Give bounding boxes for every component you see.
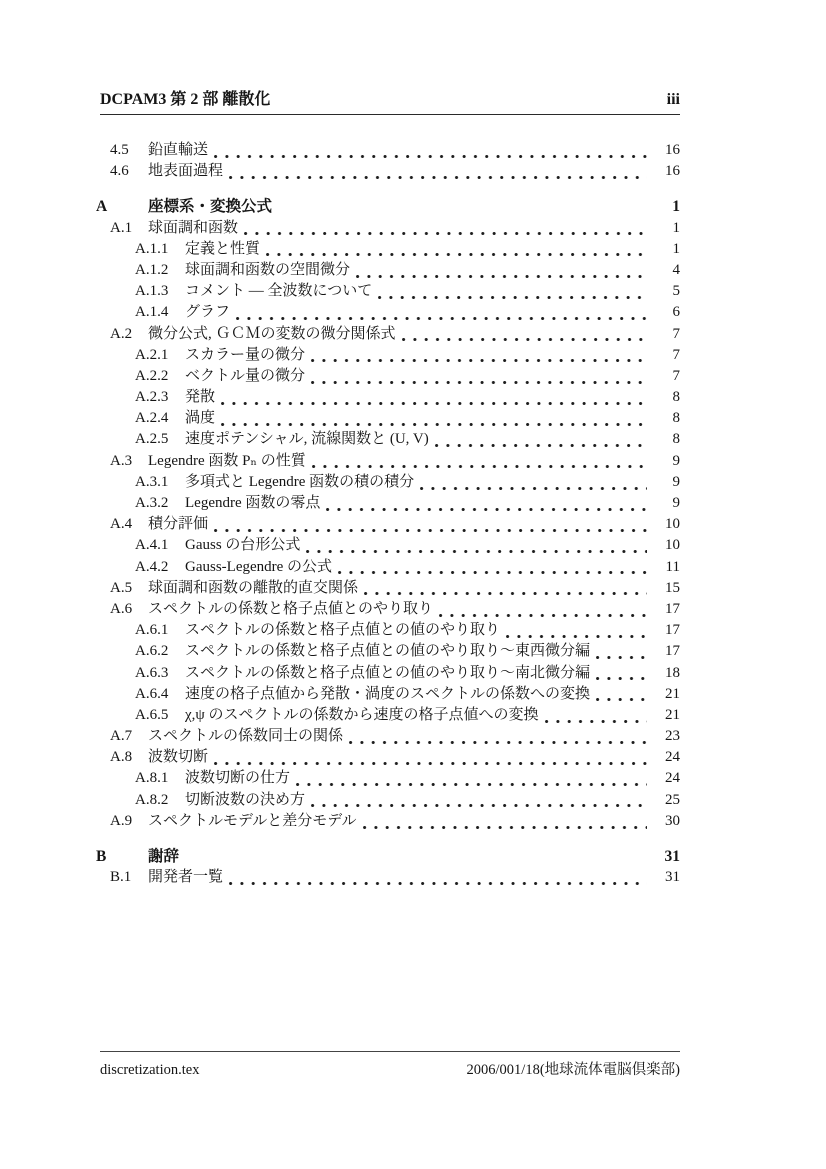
toc-entry bbox=[96, 366, 680, 387]
toc-entry-page: 10 bbox=[665, 537, 680, 554]
toc-entry-title: 多項式と Legendre 函数の積の積分 bbox=[185, 473, 415, 490]
dot-leader bbox=[435, 444, 647, 447]
toc-entry-page: 16 bbox=[665, 142, 680, 158]
toc-entry-title: χ,ψ のスペクトルの係数から速度の格子点値への変換 bbox=[185, 706, 539, 723]
toc-entry-number: A.2.2 bbox=[135, 367, 169, 384]
toc-entry-number: A.6.5 bbox=[135, 706, 169, 723]
toc-entry bbox=[96, 578, 680, 599]
dot-leader bbox=[326, 508, 647, 511]
toc-entry-number: A.4 bbox=[110, 516, 133, 533]
toc-entry-title: 速度の格子点値から発散・渦度のスペクトルの係数への変換 bbox=[185, 685, 591, 702]
dot-leader bbox=[356, 275, 647, 278]
toc-entry-page: 5 bbox=[672, 283, 680, 300]
toc-entry bbox=[96, 493, 680, 514]
dot-leader bbox=[306, 550, 647, 553]
toc-entry-page: 30 bbox=[665, 812, 680, 829]
dot-leader bbox=[236, 317, 647, 320]
toc-entry-title: 発散 bbox=[185, 389, 216, 406]
dot-leader bbox=[349, 741, 647, 744]
toc-entry-number: A.2 bbox=[110, 325, 133, 342]
toc-entry-number: A.3 bbox=[110, 452, 133, 469]
toc-entry-title: コメント — 全波数について bbox=[185, 283, 373, 300]
toc-entry-title: 謝辞 bbox=[148, 848, 180, 865]
toc-entry-number: A.3.1 bbox=[135, 473, 169, 490]
toc-entry-page: 4 bbox=[672, 261, 680, 278]
toc-entry-page: 17 bbox=[665, 622, 680, 639]
toc-entry-title: 球面調和函数 bbox=[148, 219, 239, 236]
toc-entry bbox=[96, 429, 680, 450]
toc-entry-page: 9 bbox=[672, 473, 680, 490]
toc-entry-number: B.1 bbox=[110, 869, 132, 886]
toc-entry-number: A.6.4 bbox=[135, 685, 169, 702]
toc-entry-number: B bbox=[96, 848, 107, 865]
dot-leader bbox=[244, 232, 647, 235]
dot-leader bbox=[311, 381, 647, 384]
toc-entry-title: 切断波数の決め方 bbox=[185, 791, 306, 808]
toc-entry-title: 球面調和函数の離散的直交関係 bbox=[148, 579, 359, 596]
toc-entry-page: 24 bbox=[665, 749, 680, 766]
toc-entry-title: 微分公式, ＧＣＭの変数の微分関係式 bbox=[148, 325, 396, 342]
page-header bbox=[100, 86, 680, 115]
toc-entry bbox=[96, 726, 680, 747]
dot-leader bbox=[506, 635, 647, 638]
toc-entry-number: A.7 bbox=[110, 728, 133, 745]
toc-entry bbox=[96, 451, 680, 472]
toc-entry-page: 24 bbox=[665, 770, 680, 787]
toc-entry-page: 17 bbox=[665, 643, 680, 660]
toc-entry bbox=[96, 620, 680, 641]
toc-entry bbox=[96, 705, 680, 726]
footer-credit: 2006/001/18(地球流体電脳倶楽部) bbox=[466, 1062, 680, 1078]
toc-entry-title: 波数切断 bbox=[148, 749, 209, 766]
dot-leader bbox=[420, 487, 647, 490]
toc-entry-title: 地表面過程 bbox=[148, 163, 224, 180]
toc-entry-title: 開発者一覧 bbox=[148, 869, 224, 886]
footer-filename: discretization.tex bbox=[100, 1062, 200, 1078]
toc-entry-title: スペクトルの係数と格子点値との値のやり取り bbox=[185, 622, 501, 639]
toc-entry-number: A.6.1 bbox=[135, 622, 169, 639]
toc-entry-title: スペクトルの係数と格子点値とのやり取り bbox=[148, 600, 434, 617]
toc-entry-number: A.6.3 bbox=[135, 664, 169, 681]
toc-entry-page: 17 bbox=[665, 600, 680, 617]
dot-leader bbox=[364, 592, 647, 595]
toc-entry bbox=[96, 846, 680, 867]
toc-entry-page: 21 bbox=[665, 706, 680, 723]
toc-entry bbox=[96, 790, 680, 811]
toc-entry bbox=[96, 140, 680, 161]
toc-entry-number: A.8 bbox=[110, 749, 133, 766]
toc-entry-number: A bbox=[96, 198, 108, 216]
dot-leader bbox=[214, 529, 647, 532]
toc-entry-number: A.2.4 bbox=[135, 410, 169, 427]
dot-leader bbox=[214, 155, 647, 158]
toc-entry-page: 23 bbox=[665, 728, 680, 745]
toc-entry-title: Legendre 函数 Pₙ の性質 bbox=[148, 452, 306, 469]
toc-entry-page: 8 bbox=[672, 389, 680, 406]
toc-entry bbox=[96, 239, 680, 260]
toc-entry bbox=[96, 557, 680, 578]
toc-entry-title: 渦度 bbox=[185, 410, 216, 427]
toc-entry-page: 15 bbox=[665, 579, 680, 596]
toc-entry-page: 8 bbox=[672, 410, 680, 427]
toc-entry-title: スペクトルの係数と格子点値との値のやり取り～東西微分編 bbox=[185, 643, 591, 660]
dot-leader bbox=[296, 783, 647, 786]
toc-entry-number: A.3.2 bbox=[135, 495, 169, 511]
toc-entry bbox=[96, 535, 680, 556]
toc-entry-page: 7 bbox=[672, 346, 680, 363]
toc-entry bbox=[96, 811, 680, 832]
dot-leader bbox=[596, 677, 647, 680]
dot-leader bbox=[439, 614, 647, 617]
toc-entry-page: 11 bbox=[665, 558, 680, 575]
dot-leader bbox=[545, 720, 647, 723]
toc-entry-title: スペクトルの係数同士の関係 bbox=[148, 728, 344, 745]
toc-entry bbox=[96, 281, 680, 302]
dot-leader bbox=[229, 176, 647, 179]
toc-entry-number: A.4.1 bbox=[135, 537, 169, 554]
toc-entry bbox=[96, 260, 680, 281]
toc-entry-page: 6 bbox=[672, 304, 680, 321]
toc-entry-page: 9 bbox=[672, 452, 680, 469]
header-title: DCPAM3 第 2 部 離散化 bbox=[100, 91, 271, 108]
toc-entry bbox=[96, 641, 680, 662]
toc-entry-title: 鉛直輸送 bbox=[148, 142, 209, 158]
toc-entry bbox=[96, 408, 680, 429]
toc-entry-number: A.1.1 bbox=[135, 240, 169, 257]
toc-entry-number: 4.6 bbox=[110, 163, 129, 180]
toc-entry-title: スペクトルの係数と格子点値との値のやり取り～南北微分編 bbox=[185, 664, 591, 681]
toc-entry-number: A.1 bbox=[110, 219, 133, 236]
dot-leader bbox=[596, 656, 647, 659]
toc-entry bbox=[96, 345, 680, 366]
toc-entry-number: A.2.3 bbox=[135, 389, 169, 406]
toc-entry-page: 1 bbox=[672, 240, 680, 257]
toc-entry-title: 波数切断の仕方 bbox=[185, 770, 291, 787]
toc-entry-number: A.8.2 bbox=[135, 791, 169, 808]
toc-entry bbox=[96, 747, 680, 768]
toc-entry-title: 積分評価 bbox=[148, 516, 209, 533]
page-footer bbox=[100, 1051, 680, 1079]
toc-entry-title: Gauss-Legendre の公式 bbox=[185, 558, 333, 575]
toc-entry-title: ベクトル量の微分 bbox=[185, 367, 306, 384]
toc-entry-title: 定義と性質 bbox=[185, 240, 261, 257]
toc-entry-number: A.6 bbox=[110, 600, 133, 617]
toc-entry-title: 座標系・変換公式 bbox=[148, 198, 273, 216]
toc-entry-page: 25 bbox=[665, 791, 680, 808]
toc-entry-title: Gauss の台形公式 bbox=[185, 537, 301, 554]
toc-entry-number: A.5 bbox=[110, 579, 133, 596]
table-of-contents bbox=[96, 140, 680, 888]
toc-entry-page: 8 bbox=[672, 431, 680, 448]
toc-entry-page: 18 bbox=[665, 664, 680, 681]
header-page-number: iii bbox=[666, 91, 680, 108]
toc-entry-number: A.2.5 bbox=[135, 431, 169, 448]
toc-entry bbox=[96, 684, 680, 705]
toc-entry-number: A.9 bbox=[110, 812, 133, 829]
dot-leader bbox=[311, 359, 647, 362]
toc-entry-title: Legendre 函数の零点 bbox=[185, 495, 321, 511]
dot-leader bbox=[214, 762, 647, 765]
toc-entry bbox=[96, 218, 680, 239]
toc-entry bbox=[96, 867, 680, 888]
dot-leader bbox=[378, 296, 647, 299]
toc-entry bbox=[96, 472, 680, 493]
toc-entry-number: A.1.4 bbox=[135, 304, 169, 321]
toc-entry-page: 1 bbox=[672, 198, 680, 216]
dot-leader bbox=[402, 338, 647, 341]
toc-entry-page: 31 bbox=[665, 869, 680, 886]
toc-entry-number: A.8.1 bbox=[135, 770, 169, 787]
toc-entry bbox=[96, 768, 680, 789]
toc-entry bbox=[96, 514, 680, 535]
toc-entry bbox=[96, 196, 680, 217]
dot-leader bbox=[221, 402, 647, 405]
toc-entry bbox=[96, 599, 680, 620]
toc-entry bbox=[96, 324, 680, 345]
toc-entry-page: 16 bbox=[665, 163, 680, 180]
toc-entry-number: A.1.3 bbox=[135, 283, 169, 300]
toc-entry-title: スペクトルモデルと差分モデル bbox=[148, 812, 357, 829]
toc-entry-title: グラフ bbox=[185, 304, 231, 321]
dot-leader bbox=[221, 423, 647, 426]
toc-entry-title: スカラー量の微分 bbox=[185, 346, 306, 363]
dot-leader bbox=[363, 826, 647, 829]
toc-entry bbox=[96, 663, 680, 684]
dot-leader bbox=[311, 804, 647, 807]
toc-entry-page: 7 bbox=[672, 325, 680, 342]
dot-leader bbox=[338, 571, 647, 574]
toc-entry-page: 21 bbox=[665, 685, 680, 702]
toc-entry-number: A.6.2 bbox=[135, 643, 169, 660]
toc-entry-title: 球面調和函数の空間微分 bbox=[185, 261, 351, 278]
toc-entry-page: 1 bbox=[672, 219, 680, 236]
dot-leader bbox=[596, 698, 647, 701]
toc-entry bbox=[96, 387, 680, 408]
toc-entry-page: 7 bbox=[672, 367, 680, 384]
toc-entry-page: 31 bbox=[664, 848, 680, 865]
toc-entry-page: 9 bbox=[672, 495, 680, 511]
toc-entry-page: 10 bbox=[665, 516, 680, 533]
toc-entry-title: 速度ポテンシャル, 流線関数と (U, V) bbox=[185, 431, 429, 448]
toc-entry-number: A.2.1 bbox=[135, 346, 169, 363]
dot-leader bbox=[312, 465, 647, 468]
toc-entry-number: A.4.2 bbox=[135, 558, 169, 575]
toc-entry bbox=[96, 302, 680, 323]
dot-leader bbox=[229, 882, 647, 885]
toc-entry-number: 4.5 bbox=[110, 142, 129, 158]
toc-entry bbox=[96, 161, 680, 182]
toc-entry-number: A.1.2 bbox=[135, 261, 169, 278]
dot-leader bbox=[266, 253, 647, 256]
